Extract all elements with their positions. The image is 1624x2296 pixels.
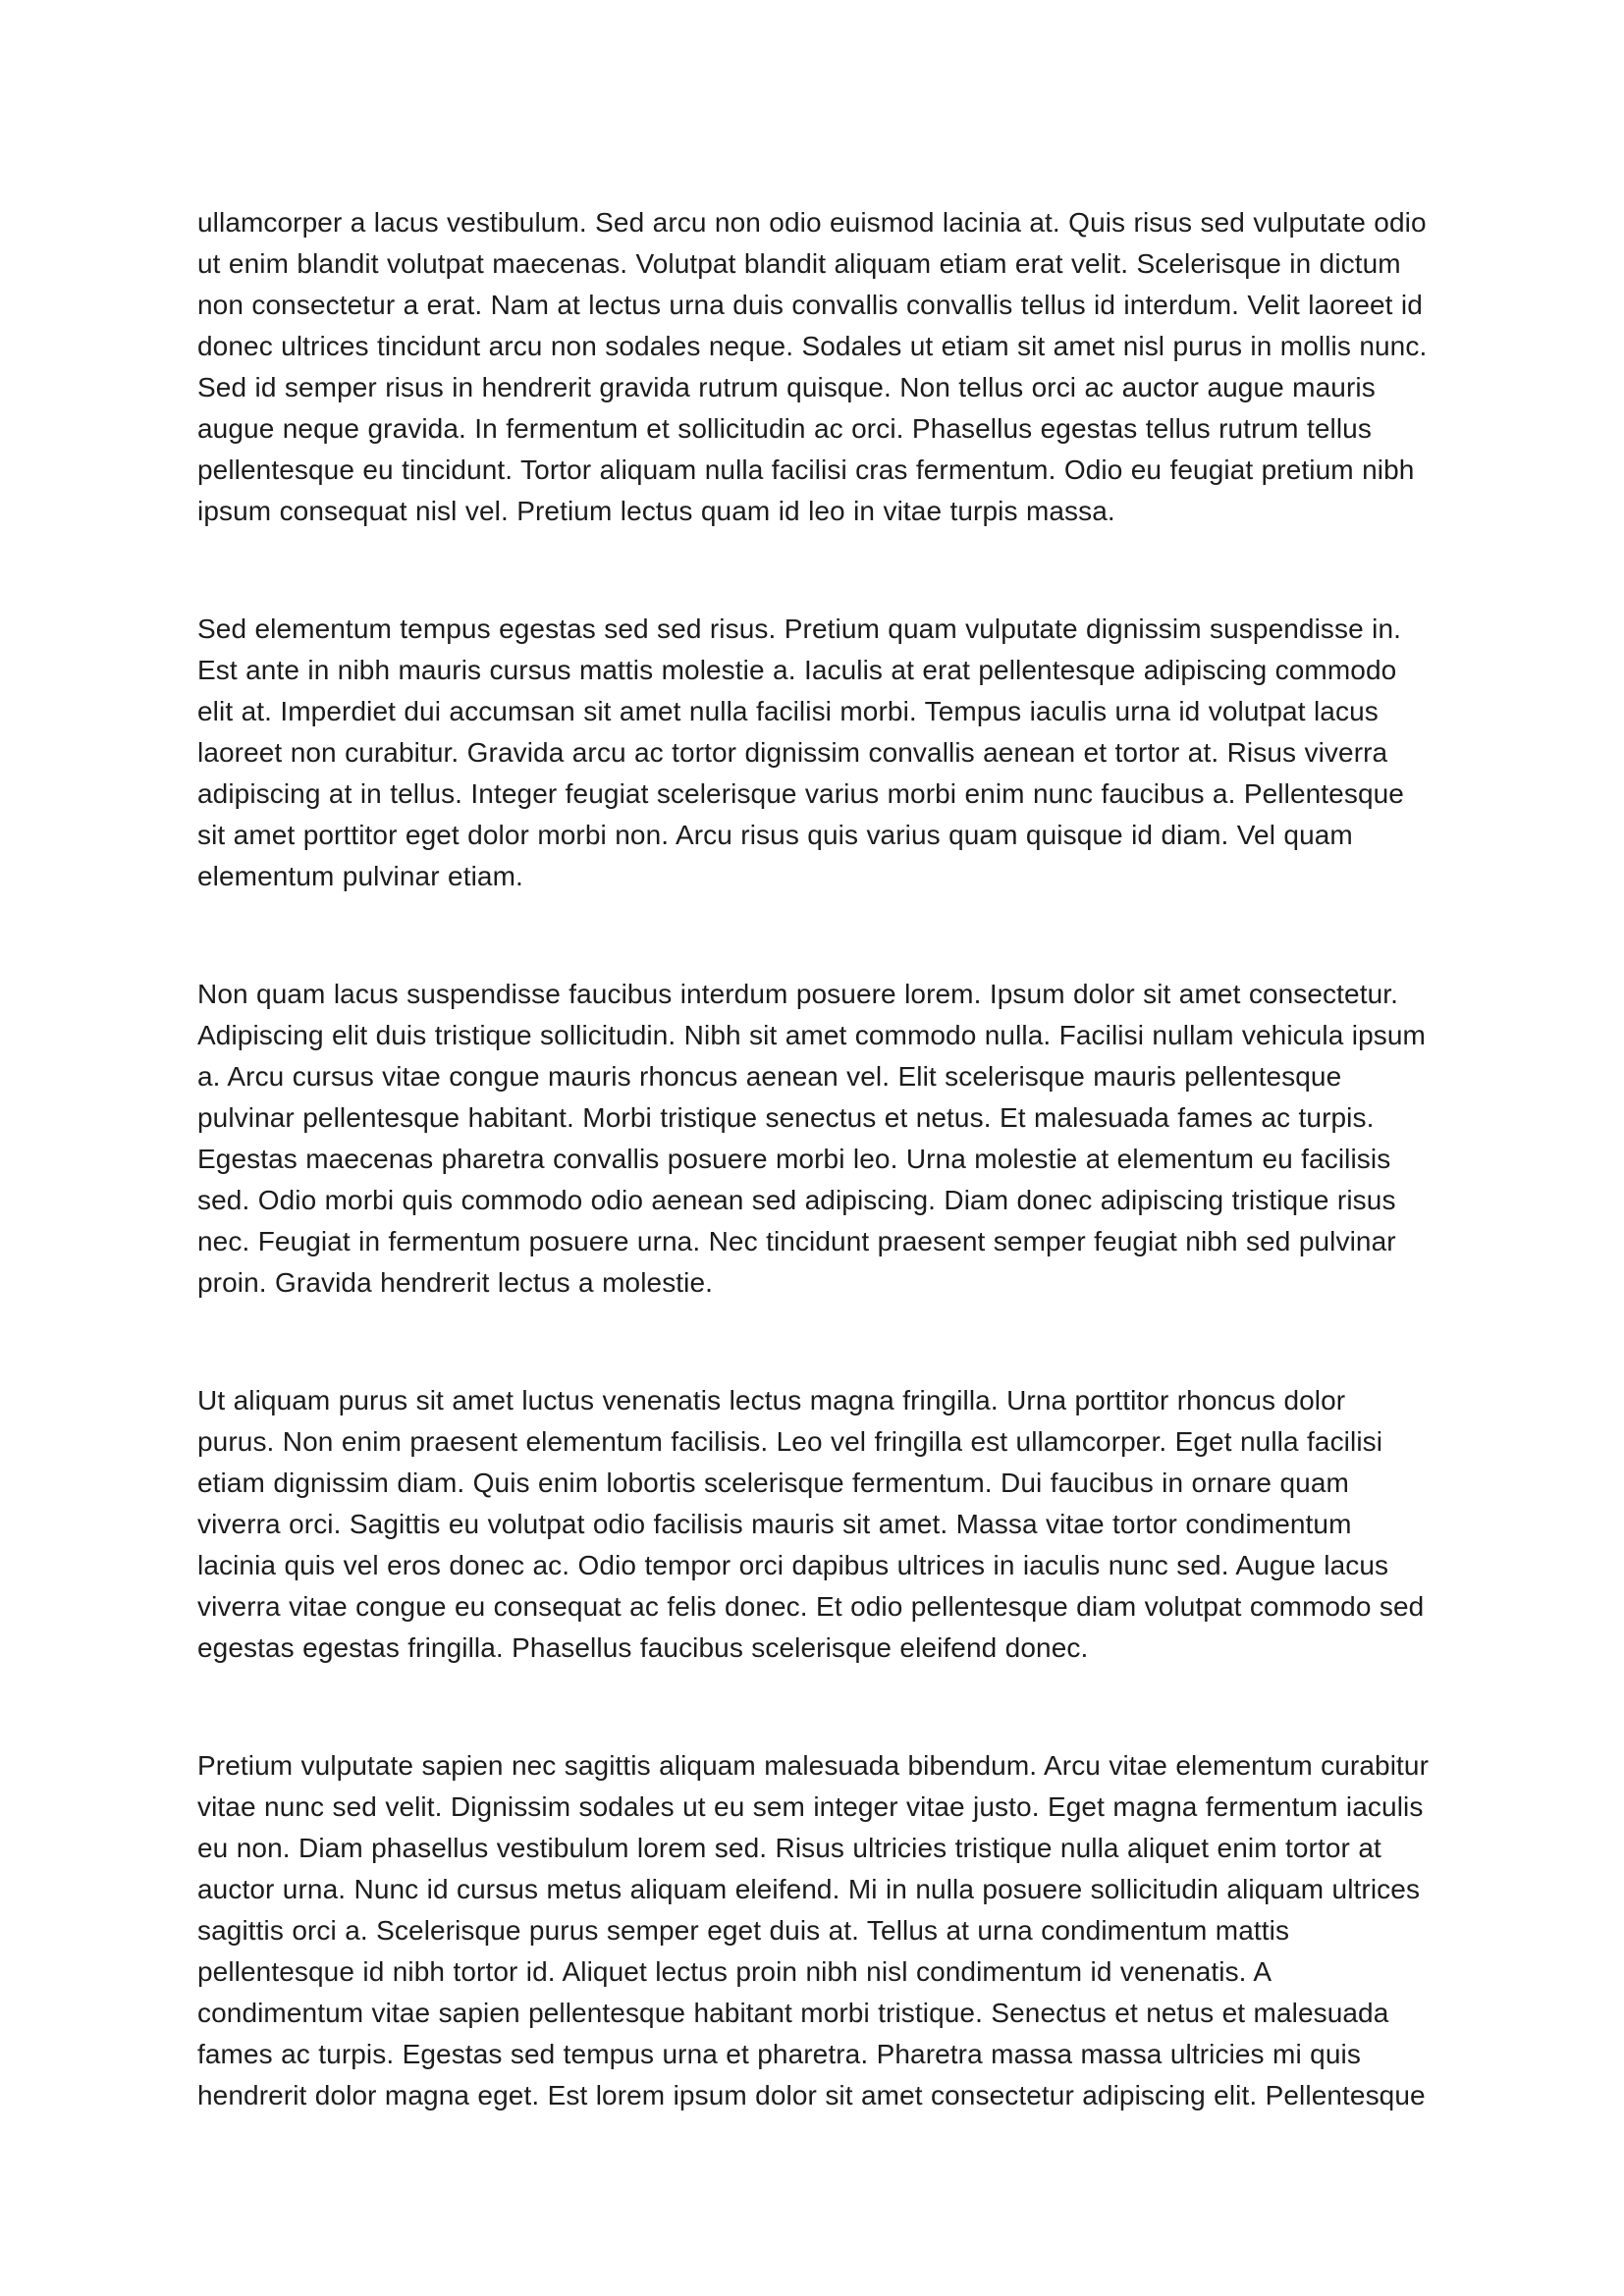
paragraph-5: Pretium vulputate sapien nec sagittis aliquam malesuada bibendum. Arcu vitae elementum curabitur vitae nunc sed velit. Dignissim sodales ut eu sem integer vitae justo. Eget magna fermentum iaculis eu non. Diam phasellus vestibulum lorem sed. Risus ultricies tristique nulla aliquet enim tortor at auctor urna. Nunc id cursus metus aliquam eleifend. Mi in nulla posuere sollicitudin aliquam ultrices sagittis orci a. Scelerisque purus semper eget duis at. Tellus at urna condimentum mattis pellentesque id nibh tortor id. Aliquet lectus proin nibh nisl condimentum id venenatis. A condimentum vitae sapien pellentesque habitant morbi tristique. Senectus et netus et malesuada fames ac turpis. Egestas sed tempus urna et pharetra. Pharetra massa massa ultricies mi quis hendrerit dolor magna eget. Est lorem ipsum dolor sit amet consectetur adipiscing elit. Pellentesque: [197, 1750, 1429, 2110]
paragraph-4: Ut aliquam purus sit amet luctus venenatis lectus magna fringilla. Urna porttitor rhoncus dolor purus. Non enim praesent elementum facilisis. Leo vel fringilla est ullamcorper. Eget nulla facilisi etiam dignissim diam. Quis enim lobortis scelerisque fermentum. Dui faucibus in ornare quam viverra orci. Sagittis eu volutpat odio facilisis mauris sit amet. Massa vitae tortor condimentum lacinia quis vel eros donec ac. Odio tempor orci dapibus ultrices in iaculis nunc sed. Augue lacus viverra vitae congue eu consequat ac felis donec. Et odio pellentesque diam volutpat commodo sed egestas egestas fringilla. Phasellus faucibus scelerisque eleifend donec.: [197, 1385, 1425, 1663]
paragraph-1: ullamcorper a lacus vestibulum. Sed arcu non odio euismod lacinia at. Quis risus sed vulputate odio ut enim blandit volutpat maecenas. Volutpat blandit aliquam etiam erat velit. Scelerisque in dictum non consectetur a erat. Nam at lectus urna duis convallis convallis tellus id interdum. Velit laoreet id donec ultrices tincidunt arcu non sodales neque. Sodales ut etiam sit amet nisl purus in mollis nunc. Sed id semper risus in hendrerit gravida rutrum quisque. Non tellus orci ac auctor augue mauris augue neque gravida. In fermentum et sollicitudin ac orci. Phasellus egestas tellus rutrum tellus pellentesque eu tincidunt. Tortor aliquam nulla facilisi cras fermentum. Odio eu feugiat pretium nibh ipsum consequat nisl vel. Pretium lectus quam id leo in vitae turpis massa.: [197, 207, 1428, 526]
paragraph-2: Sed elementum tempus egestas sed sed risus. Pretium quam vulputate dignissim suspendisse in. Est ante in nibh mauris cursus mattis molestie a. Iaculis at erat pellentesque adipiscing commodo elit at. Imperdiet dui accumsan sit amet nulla facilisi morbi. Tempus iaculis urna id volutpat lacus laoreet non curabitur. Gravida arcu ac tortor dignissim convallis aenean et tortor at. Risus viverra adipiscing at in tellus. Integer feugiat scelerisque varius morbi enim nunc faucibus a. Pellentesque sit amet porttitor eget dolor morbi non. Arcu risus quis varius quam quisque id diam. Vel quam elementum pulvinar etiam.: [197, 614, 1404, 891]
paragraph-3: Non quam lacus suspendisse faucibus interdum posuere lorem. Ipsum dolor sit amet consectetur. Adipiscing elit duis tristique sollicitudin. Nibh sit amet commodo nulla. Facilisi nullam vehicula ipsum a. Arcu cursus vitae congue mauris rhoncus aenean vel. Elit scelerisque mauris pellentesque pulvinar pellentesque habitant. Morbi tristique senectus et netus. Et malesuada fames ac turpis. Egestas maecenas pharetra convallis posuere morbi leo. Urna molestie at elementum eu facilisis sed. Odio morbi quis commodo odio aenean sed adipiscing. Diam donec adipiscing tristique risus nec. Feugiat in fermentum posuere urna. Nec tincidunt praesent semper feugiat nibh sed pulvinar proin. Gravida hendrerit lectus a molestie.: [197, 979, 1426, 1298]
